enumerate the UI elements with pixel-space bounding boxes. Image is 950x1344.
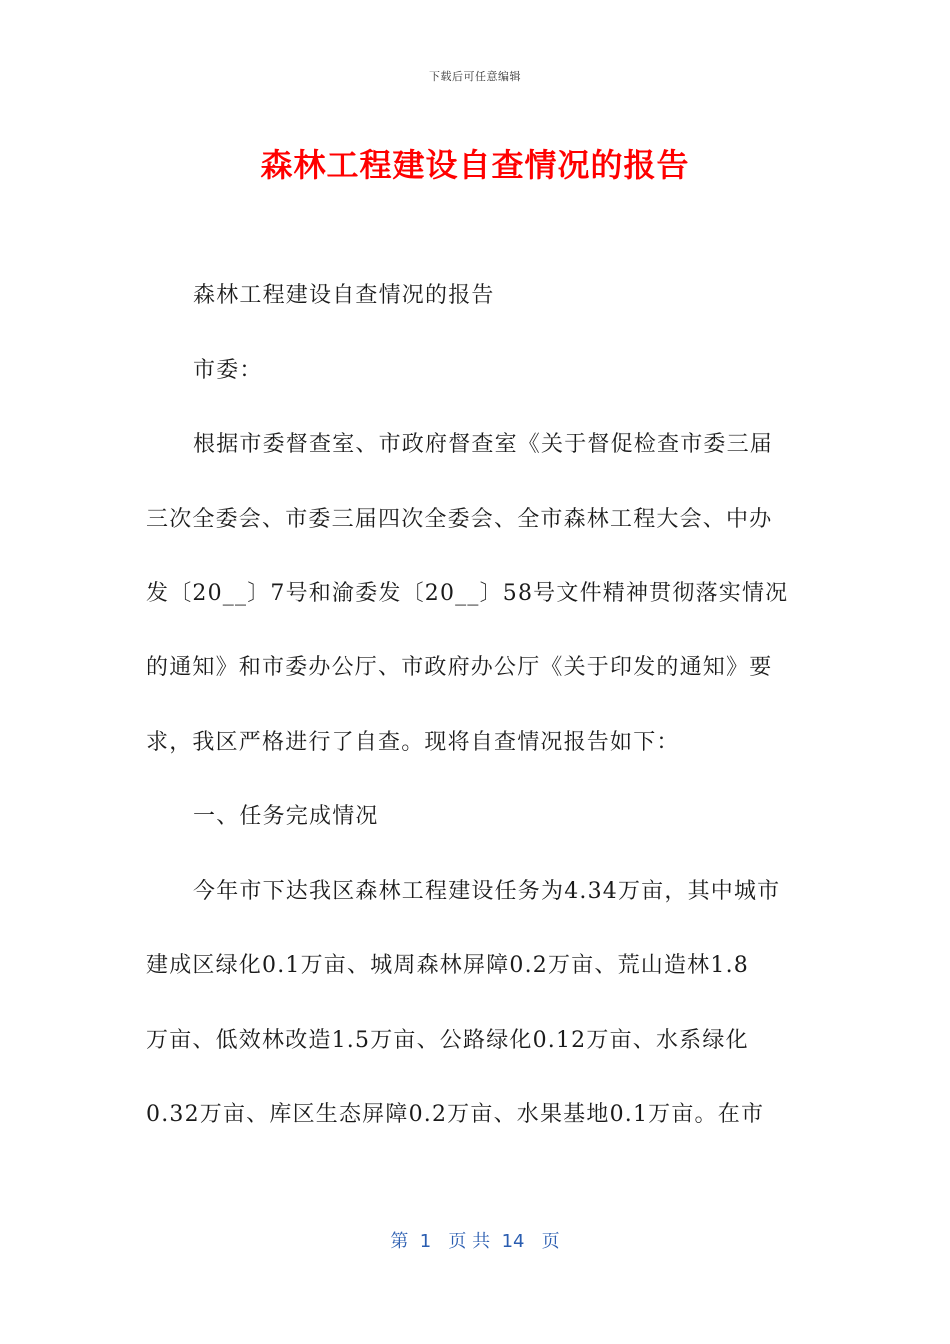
header-note: 下载后可任意编辑 — [429, 70, 521, 83]
page-footer: 第 1 页 共 14 页 — [390, 1231, 560, 1252]
body-line: 求，我区严格进行了自查。现将自查情况报告如下： — [146, 730, 680, 755]
body-line: 的通知》和市委办公厅、市政府办公厅《关于印发的通知》要 — [146, 655, 773, 680]
section-heading: 一、任务完成情况 — [193, 804, 379, 829]
body-line-heading: 森林工程建设自查情况的报告 — [193, 283, 495, 308]
body-line: 建成区绿化0.1万亩、城周森林屏障0.2万亩、荒山造林1.8 — [146, 953, 749, 978]
body-line: 万亩、低效林改造1.5万亩、公路绿化0.12万亩、水系绿化 — [146, 1028, 749, 1053]
body-line: 发〔20__〕7号和渝委发〔20__〕58号文件精神贯彻落实情况 — [146, 581, 789, 606]
document-title: 森林工程建设自查情况的报告 — [260, 146, 690, 184]
body-line: 0.32万亩、库区生态屏障0.2万亩、水果基地0.1万亩。在市 — [146, 1102, 765, 1127]
body-line: 三次全委会、市委三届四次全委会、全市森林工程大会、中办 — [146, 507, 773, 532]
body-line: 根据市委督查室、市政府督查室《关于督促检查市委三届 — [193, 432, 774, 457]
body-line: 今年市下达我区森林工程建设任务为4.34万亩，其中城市 — [193, 879, 781, 904]
body-line-salutation: 市委： — [193, 358, 263, 383]
